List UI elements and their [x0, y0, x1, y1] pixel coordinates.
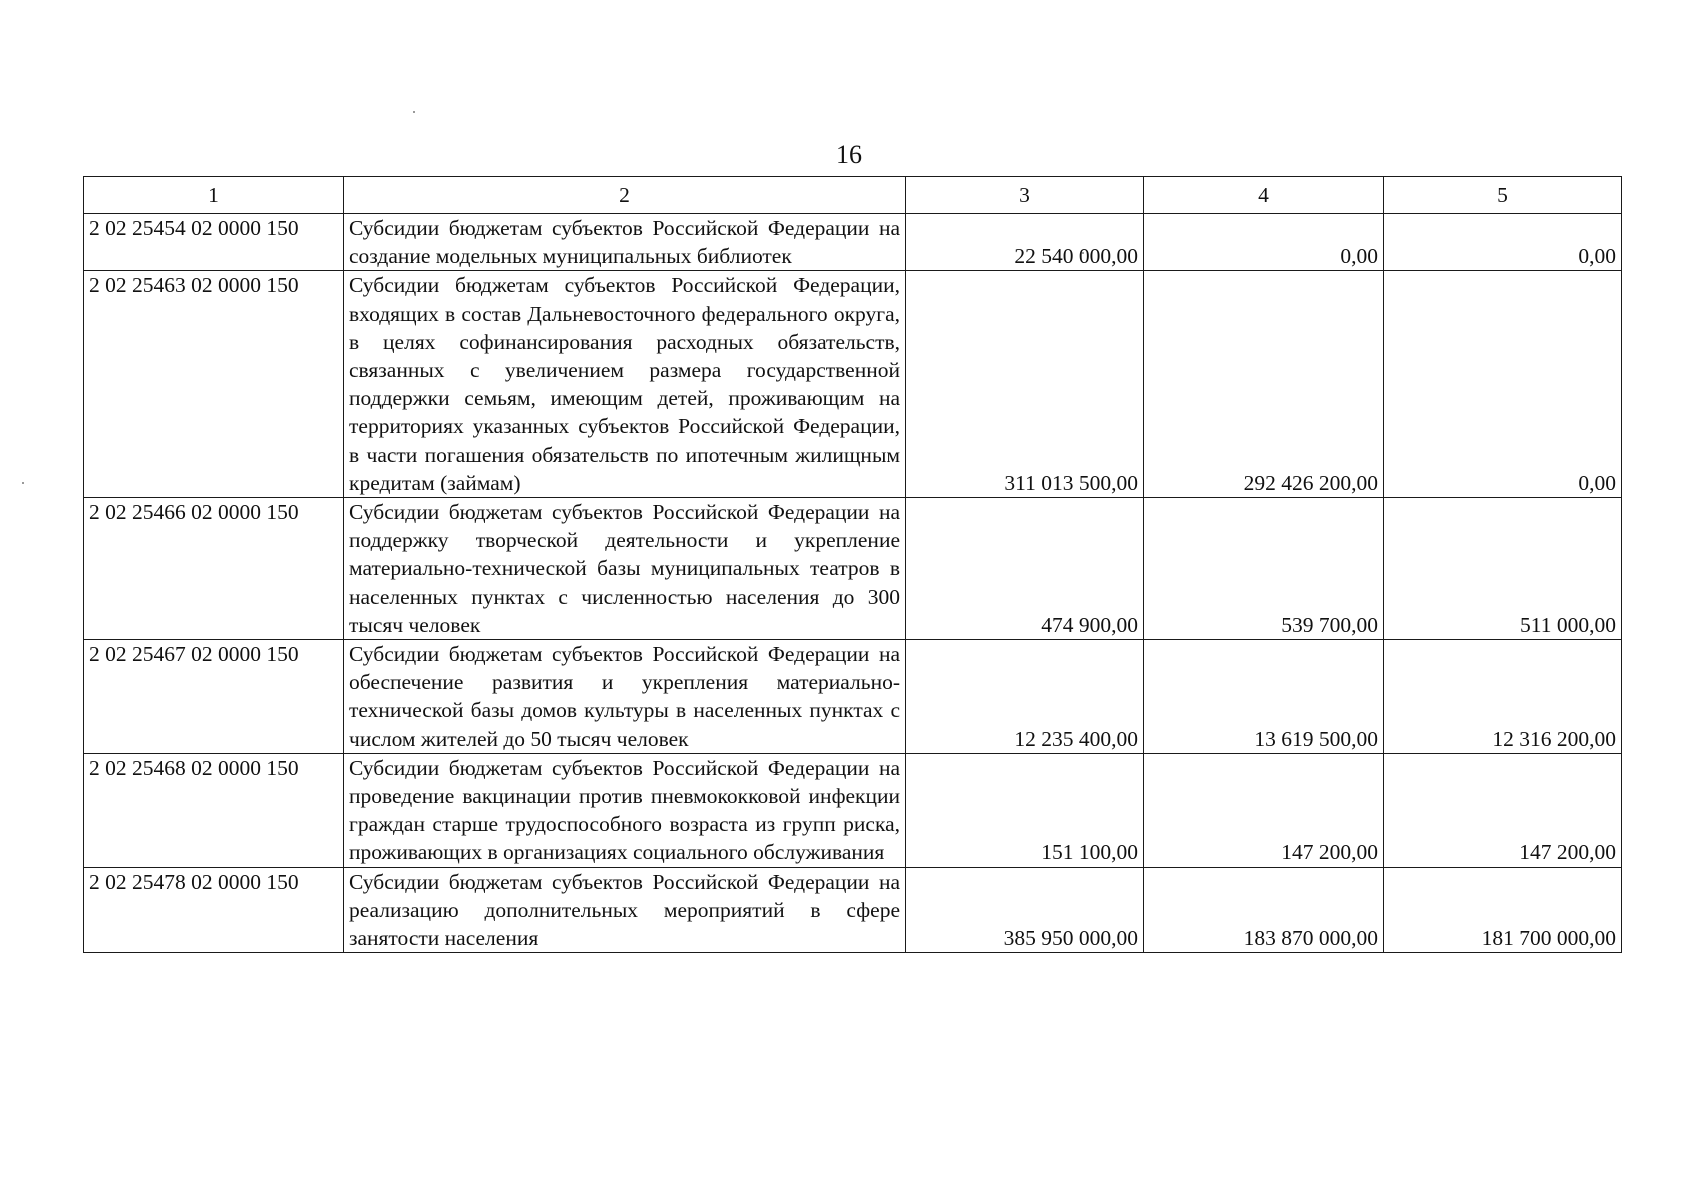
column-header-4: 4 [1144, 177, 1384, 214]
amount-col4-cell: 539 700,00 [1144, 498, 1384, 640]
description-cell: Субсидии бюджетам субъектов Российской Федерации на обеспечение развития и укрепления материально-технической базы домов культуры в населенных пунктах с числом жителей до 50 тысяч человек [344, 640, 906, 754]
page-number: 16 [836, 140, 862, 169]
budget-code-cell: 2 02 25478 02 0000 150 [84, 867, 344, 953]
budget-code-cell: 2 02 25466 02 0000 150 [84, 498, 344, 640]
amount-col3-cell: 151 100,00 [906, 753, 1144, 867]
amount-col3-cell: 311 013 500,00 [906, 271, 1144, 498]
amount-col4-cell: 183 870 000,00 [1144, 867, 1384, 953]
amount-col4-cell: 147 200,00 [1144, 753, 1384, 867]
column-header-5: 5 [1384, 177, 1622, 214]
amount-col5-cell: 0,00 [1384, 214, 1622, 271]
column-header-2: 2 [344, 177, 906, 214]
amount-col5-cell: 511 000,00 [1384, 498, 1622, 640]
table-row [84, 867, 1622, 953]
budget-code-cell: 2 02 25467 02 0000 150 [84, 640, 344, 754]
amount-col5-cell: 0,00 [1384, 271, 1622, 498]
budget-code-cell: 2 02 25463 02 0000 150 [84, 271, 344, 498]
table-row [84, 214, 1622, 271]
table-row [84, 640, 1622, 754]
description-cell: Субсидии бюджетам субъектов Российской Федерации на проведение вакцинации против пневмококковой инфекции граждан старше трудоспособного возраста из групп риска, проживающих в организациях социального обслуживания [344, 753, 906, 867]
table-row [84, 753, 1622, 867]
budget-revenue-table [83, 176, 1622, 953]
budget-code-cell: 2 02 25468 02 0000 150 [84, 753, 344, 867]
table-row [84, 271, 1622, 498]
amount-col3-cell: 12 235 400,00 [906, 640, 1144, 754]
scan-speck [22, 482, 24, 484]
description-cell: Субсидии бюджетам субъектов Российской Федерации на создание модельных муниципальных библиотек [344, 214, 906, 271]
column-number-header-row [84, 177, 1622, 214]
amount-col4-cell: 0,00 [1144, 214, 1384, 271]
scan-speck [413, 111, 415, 113]
column-header-1: 1 [84, 177, 344, 214]
amount-col5-cell: 181 700 000,00 [1384, 867, 1622, 953]
amount-col5-cell: 12 316 200,00 [1384, 640, 1622, 754]
description-cell: Субсидии бюджетам субъектов Российской Федерации на реализацию дополнительных мероприятий в сфере занятости населения [344, 867, 906, 953]
column-header-3: 3 [906, 177, 1144, 214]
amount-col3-cell: 22 540 000,00 [906, 214, 1144, 271]
amount-col3-cell: 385 950 000,00 [906, 867, 1144, 953]
amount-col3-cell: 474 900,00 [906, 498, 1144, 640]
description-cell: Субсидии бюджетам субъектов Российской Федерации, входящих в состав Дальневосточного федерального округа, в целях софинансирования расходных обязательств, связанных с увеличением размера государственной поддержки семьям, имеющим детей, проживающим на территориях указанных субъектов Российской Федерации, в части погашения обязательств по ипотечным жилищным кредитам (займам) [344, 271, 906, 498]
budget-code-cell: 2 02 25454 02 0000 150 [84, 214, 344, 271]
description-cell: Субсидии бюджетам субъектов Российской Федерации на поддержку творческой деятельности и укрепление материально-технической базы муниципальных театров в населенных пунктах с численностью населения до 300 тысяч человек [344, 498, 906, 640]
amount-col5-cell: 147 200,00 [1384, 753, 1622, 867]
amount-col4-cell: 292 426 200,00 [1144, 271, 1384, 498]
amount-col4-cell: 13 619 500,00 [1144, 640, 1384, 754]
table-row [84, 498, 1622, 640]
